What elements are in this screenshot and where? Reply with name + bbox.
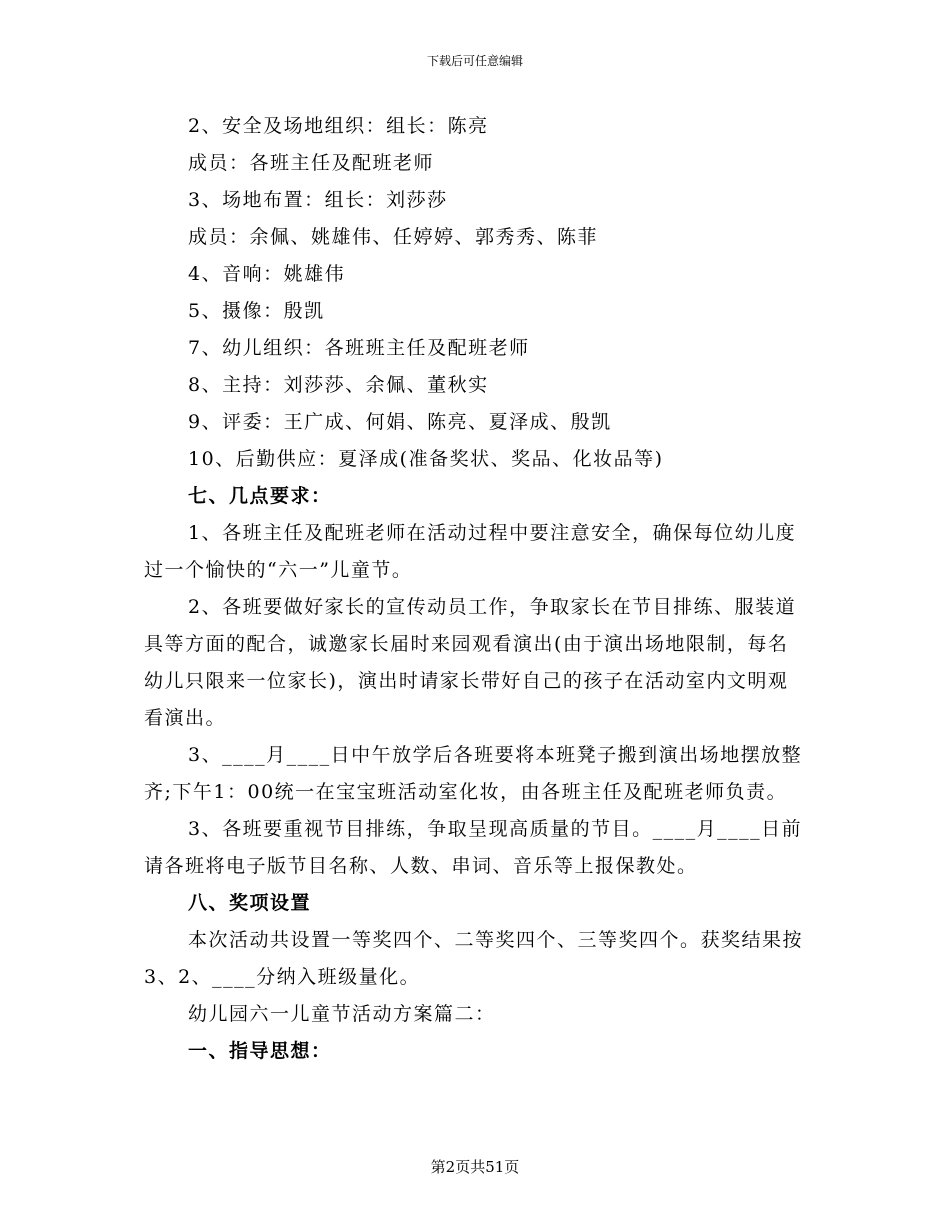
paragraph-safety-members: 成员：各班主任及配班老师 <box>188 152 435 174</box>
section-heading-awards: 八、奖项设置 <box>188 892 312 914</box>
paragraph-logistics: 10、后勤供应：夏泽成(准备奖状、奖品、化妆品等) <box>188 448 664 470</box>
page-footer: 第2页共51页 <box>430 1158 520 1176</box>
paragraph-audio: 4、音响：姚雄伟 <box>188 263 346 285</box>
paragraph-requirement-3b: 3、各班要重视节目排练，争取呈现高质量的节目。____月____日前请各班将电子版节目名称、人数、串词、音乐等上报保教处。 <box>144 818 803 877</box>
paragraph-awards: 本次活动共设置一等奖四个、二等奖四个、三等奖四个。获奖结果按3、2、____分纳入班级量化。 <box>144 929 804 988</box>
paragraph-venue-layout: 3、场地布置：组长：刘莎莎 <box>188 189 448 211</box>
paragraph-plan-two-title: 幼儿园六一儿童节活动方案篇二： <box>188 1003 496 1025</box>
document-body <box>144 108 808 1070</box>
paragraph-requirement-1: 1、各班主任及配班老师在活动过程中要注意安全，确保每位幼儿度过一个愉快的“六一”儿童节。 <box>144 522 797 581</box>
section-heading-requirements: 七、几点要求： <box>188 485 332 507</box>
paragraph-judges: 9、评委：王广成、何娟、陈亮、夏泽成、殷凯 <box>188 411 612 433</box>
paragraph-video: 5、摄像：殷凯 <box>188 300 325 322</box>
paragraph-children-organization: 7、幼儿组织：各班班主任及配班老师 <box>188 337 530 359</box>
paragraph-requirement-3a: 3、____月____日中午放学后各班要将本班凳子搬到演出场地摆放整齐;下午1：00统一在宝宝班活动室化妆，由各班主任及配班老师负责。 <box>144 744 803 803</box>
page-header: 下载后可任意编辑 <box>426 54 523 68</box>
paragraph-venue-members: 成员：余佩、姚雄伟、任婷婷、郭秀秀、陈菲 <box>188 226 599 248</box>
paragraph-hosts: 8、主持：刘莎莎、余佩、董秋实 <box>188 374 489 396</box>
section-heading-guiding-idea: 一、指导思想： <box>188 1040 332 1062</box>
paragraph-safety-organization: 2、安全及场地组织：组长：陈亮 <box>188 115 489 137</box>
paragraph-requirement-2: 2、各班要做好家长的宣传动员工作，争取家长在节目排练、服装道具等方面的配合，诚邀家长届时来园观看演出(由于演出场地限制，每名幼儿只限来一位家长)，演出时请家长带好自己的孩子在活动室内文明观看演出。 <box>144 596 797 729</box>
